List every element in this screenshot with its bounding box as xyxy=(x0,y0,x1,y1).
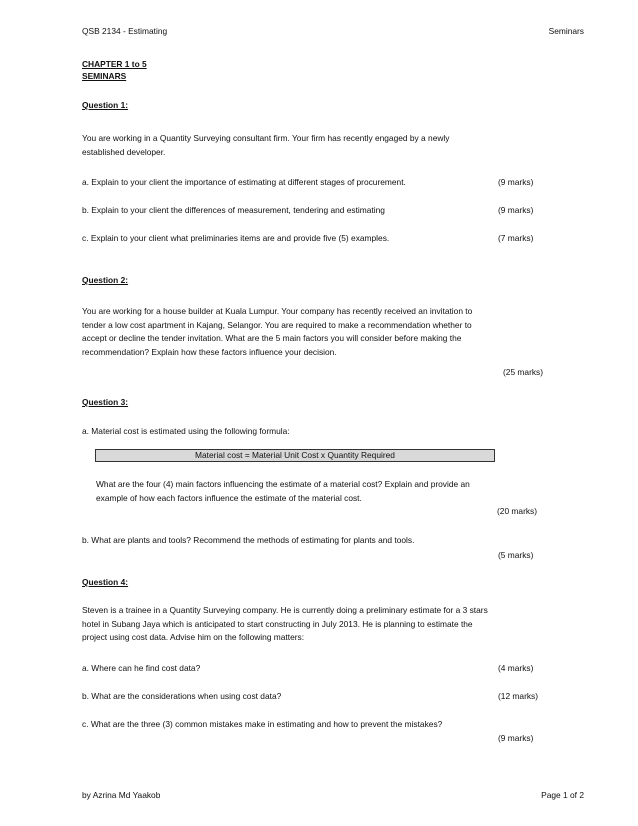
q4-item-b: b. What are the considerations when using cost data? xyxy=(82,691,282,701)
q2-marks: (25 marks) xyxy=(503,367,544,377)
q1-item-c: c. Explain to your client what preliminaries items are and provide five (5) examples. xyxy=(82,233,390,243)
q1-item-b-marks: (9 marks) xyxy=(498,205,534,215)
q3-a-question-line: What are the four (4) main factors influencing the estimate of a material cost? Explain and provide an xyxy=(96,479,470,489)
header-left: QSB 2134 - Estimating xyxy=(82,26,168,36)
header-right: Seminars xyxy=(548,26,584,36)
q1-item-a-marks: (9 marks) xyxy=(498,177,534,187)
q2-body-line: accept or decline the tender invitation. What are the 5 main factors you will consider before making the xyxy=(82,333,462,343)
q1-intro-line: You are working in a Quantity Surveying consultant firm. Your firm has recently engaged by a newly xyxy=(82,133,450,143)
q1-item-c-marks: (7 marks) xyxy=(498,233,534,243)
q2-heading: Question 2: xyxy=(82,275,129,285)
q3-a-marks: (20 marks) xyxy=(497,506,538,516)
q2-body-line: tender a low cost apartment in Kajang, Selangor. You are required to make a recommendation whether to xyxy=(82,319,472,330)
q4-heading: Question 4: xyxy=(82,577,129,587)
q3-heading: Question 3: xyxy=(82,397,129,407)
q4-item-a: a. Where can he find cost data? xyxy=(82,663,201,673)
q2-body-line: You are working for a house builder at Kuala Lumpur. Your company has recently received an invitation to xyxy=(82,306,473,316)
q2-body-line: recommendation? Explain how these factors influence your decision. xyxy=(82,346,337,357)
q3-b-marks: (5 marks) xyxy=(498,550,534,560)
q4-item-a-marks: (4 marks) xyxy=(498,663,534,673)
q4-intro-line: project using cost data. Advise him on the following matters: xyxy=(82,632,305,642)
q3-a-question-line: example of how each factors influence the estimate of the material cost. xyxy=(96,492,362,503)
footer-left: by Azrina Md Yaakob xyxy=(82,790,161,800)
q4-intro-line: hotel in Subang Jaya which is anticipated to start constructing in July 2013. He is planning to estimate the xyxy=(82,618,473,629)
footer-right: Page 1 of 2 xyxy=(541,790,584,800)
chapter-title: CHAPTER 1 to 5 xyxy=(82,59,147,69)
q3-a-intro: a. Material cost is estimated using the following formula: xyxy=(82,426,290,436)
seminars-title: SEMINARS xyxy=(82,71,127,81)
q4-item-c-marks: (9 marks) xyxy=(498,733,534,743)
q4-intro-line: Steven is a trainee in a Quantity Surveying company. He is currently doing a preliminary estimate for a 3 stars xyxy=(82,605,488,615)
q3-b-question: b. What are plants and tools? Recommend the methods of estimating for plants and tools. xyxy=(82,535,415,545)
q1-item-b: b. Explain to your client the differences of measurement, tendering and estimating xyxy=(82,205,385,215)
formula-box: Material cost = Material Unit Cost x Quantity Required xyxy=(95,449,495,462)
q4-item-c: c. What are the three (3) common mistakes make in estimating and how to prevent the mistakes? xyxy=(82,719,443,729)
q1-intro-line: established developer. xyxy=(82,147,166,157)
q1-item-a: a. Explain to your client the importance of estimating at different stages of procurement. xyxy=(82,177,406,187)
q1-heading: Question 1: xyxy=(82,100,129,110)
q4-item-b-marks: (12 marks) xyxy=(498,691,539,701)
